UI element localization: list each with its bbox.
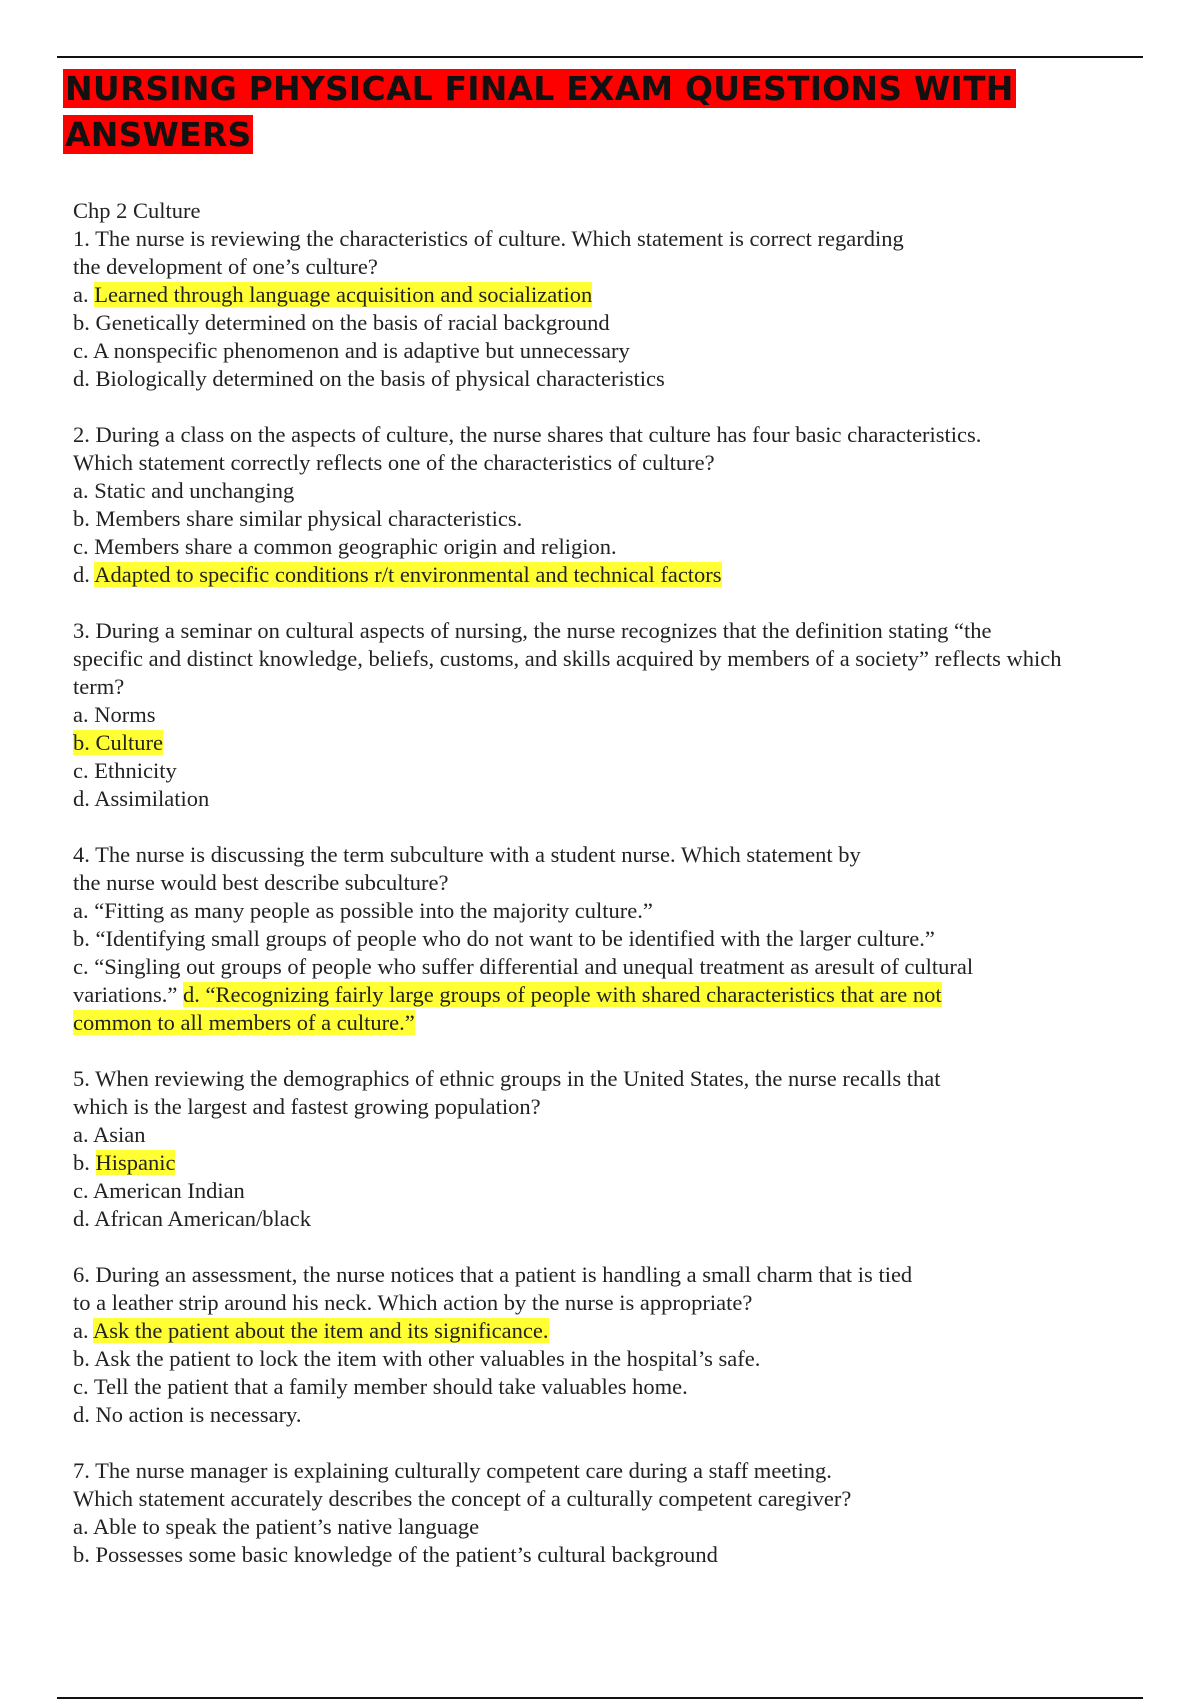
option-a: a. Norms [73,702,156,727]
question-4 [73,841,1153,1037]
correct-answer: Adapted to specific conditions r/t environmental and technical factors [94,562,722,587]
question-stem: 7. The nurse manager is explaining culturally competent care during a staff meeting. [73,1458,832,1483]
option-c-tail: variations.” [73,982,183,1007]
option-d-continued [73,1009,1153,1037]
correct-answer: Learned through language acquisition and socialization [94,282,593,307]
option-b: b. “Identifying small groups of people who do not want to be identified with the larger culture.” [73,926,935,951]
top-rule [57,56,1143,58]
correct-answer: Hispanic [95,1150,176,1175]
option-c: c. Members share a common geographic origin and religion. [73,534,617,559]
option-c: c. Tell the patient that a family member should take valuables home. [73,1374,688,1399]
option-prefix: b. [73,1150,96,1175]
title-line-2: ANSWERS [65,115,252,154]
question-stem: to a leather strip around his neck. Which action by the nurse is appropriate? [73,1290,753,1315]
option-b: b. Members share similar physical characteristics. [73,506,523,531]
question-stem: 1. The nurse is reviewing the characteristics of culture. Which statement is correct regarding [73,226,904,251]
option-c: c. Ethnicity [73,758,177,783]
question-stem: 5. When reviewing the demographics of ethnic groups in the United States, the nurse recalls that [73,1066,941,1091]
option-prefix: a. [73,282,95,307]
question-6 [73,1261,1153,1429]
question-7 [73,1457,1153,1569]
option-b: b. Possesses some basic knowledge of the patient’s cultural background [73,1542,718,1567]
question-stem: specific and distinct knowledge, beliefs, customs, and skills acquired by members of a society” reflects which [73,646,1062,671]
question-stem: Which statement correctly reflects one of the characteristics of culture? [73,450,715,475]
title-line-1: NURSING PHYSICAL FINAL EXAM QUESTIONS WITH [65,69,1014,108]
question-stem: Which statement accurately describes the concept of a culturally competent caregiver? [73,1486,852,1511]
correct-answer: Ask the patient about the item and its significance. [93,1318,549,1343]
option-prefix: d. [73,562,95,587]
option-c-continued [73,981,1153,1009]
option-d: d. No action is necessary. [73,1402,302,1427]
option-b [73,1149,1153,1177]
option-prefix: a. [73,1318,93,1343]
option-d: d. Assimilation [73,786,210,811]
option-d: d. African American/black [73,1206,312,1231]
document-body [73,197,1153,1569]
option-a [73,281,1153,309]
question-stem: term? [73,674,125,699]
question-2 [73,421,1153,589]
option-b: b. Ask the patient to lock the item with other valuables in the hospital’s safe. [73,1346,761,1371]
option-a: a. Static and unchanging [73,478,295,503]
option-d: d. Biologically determined on the basis of physical characteristics [73,366,665,391]
document-title [63,66,1063,158]
option-b [73,729,1153,757]
question-1 [73,225,1153,393]
question-stem: the nurse would best describe subculture? [73,870,449,895]
question-5 [73,1065,1153,1233]
correct-answer: common to all members of a culture.” [73,1010,415,1035]
option-c: c. American Indian [73,1178,245,1203]
option-a: a. Able to speak the patient’s native language [73,1514,480,1539]
question-stem: 6. During an assessment, the nurse notices that a patient is handling a small charm that is tied [73,1262,913,1287]
correct-answer: d. “Recognizing fairly large groups of people with shared characteristics that are not [182,982,942,1007]
option-c: c. A nonspecific phenomenon and is adaptive but unnecessary [73,338,630,363]
option-b: b. Genetically determined on the basis of racial background [73,310,610,335]
question-stem: 2. During a class on the aspects of culture, the nurse shares that culture has four basic characteristics. [73,422,982,447]
option-a: a. Asian [73,1122,146,1147]
question-stem: which is the largest and fastest growing population? [73,1094,541,1119]
correct-answer: b. Culture [73,730,163,755]
question-stem: the development of one’s culture? [73,254,378,279]
question-stem: 3. During a seminar on cultural aspects of nursing, the nurse recognizes that the definition stating “the [73,618,992,643]
option-a: a. “Fitting as many people as possible into the majority culture.” [73,898,653,923]
question-stem: 4. The nurse is discussing the term subculture with a student nurse. Which statement by [73,842,861,867]
bottom-rule [57,1697,1143,1699]
option-d [73,561,1153,589]
chapter-heading: Chp 2 Culture [73,198,201,223]
option-c: c. “Singling out groups of people who suffer differential and unequal treatment as aresult of cultural [73,954,974,979]
question-3 [73,617,1153,813]
option-a [73,1317,1153,1345]
